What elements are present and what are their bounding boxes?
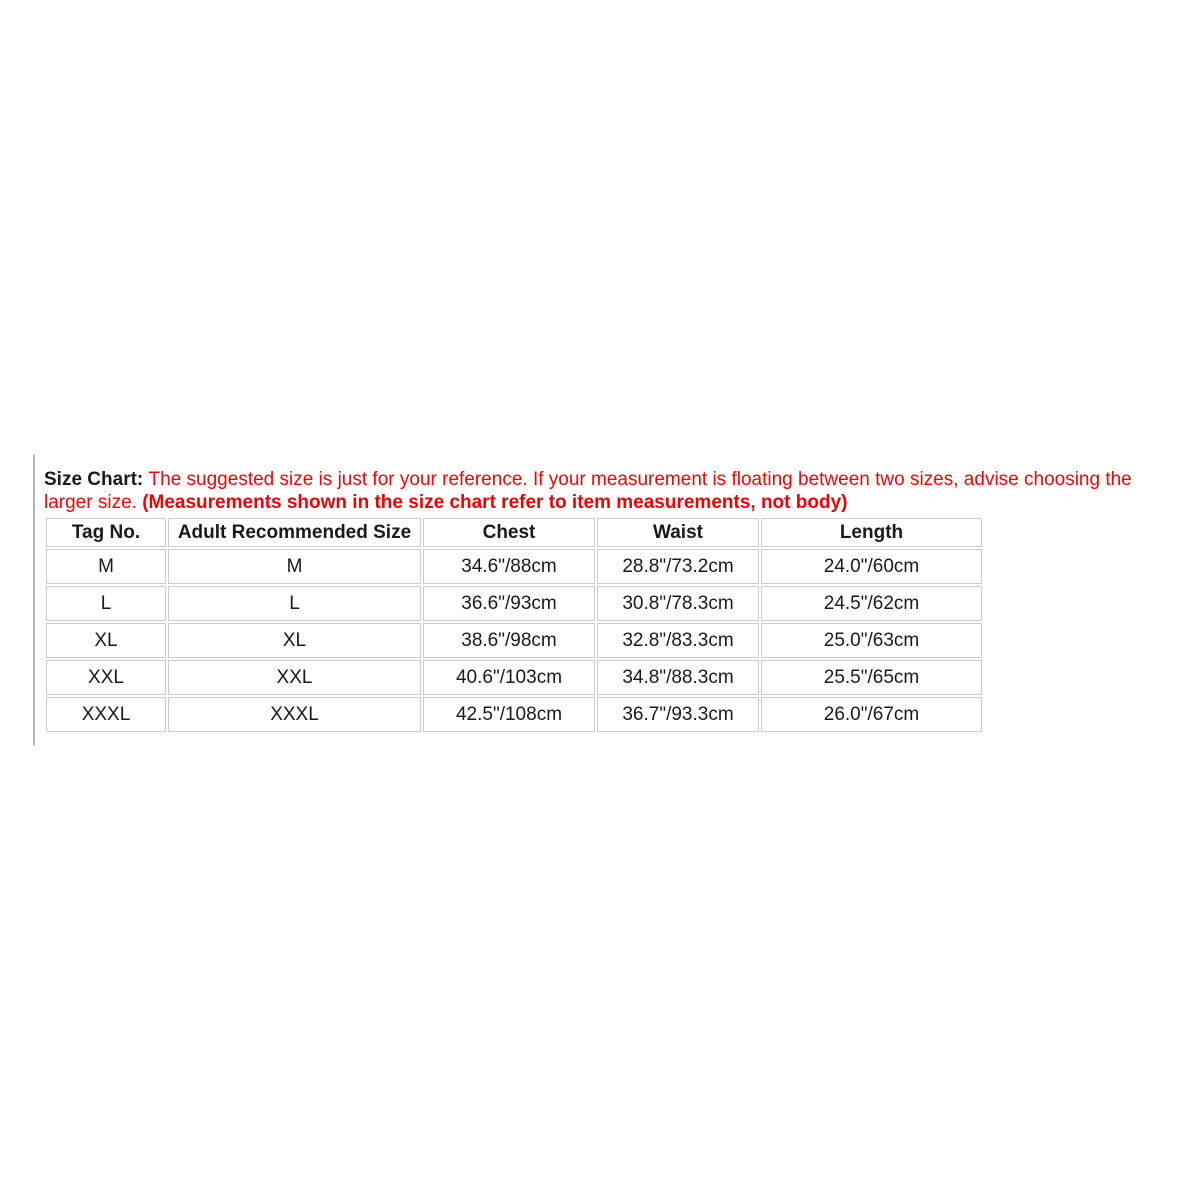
cell-tag-no: M <box>46 549 166 584</box>
cell-length: 24.0"/60cm <box>761 549 982 584</box>
cell-recommended-size: L <box>168 586 421 621</box>
cell-waist: 30.8"/78.3cm <box>597 586 759 621</box>
size-row-m <box>46 549 982 584</box>
size-row-l <box>46 586 982 621</box>
size-chart-table <box>44 516 984 734</box>
size-chart-header-row <box>46 518 982 547</box>
cell-length: 24.5"/62cm <box>761 586 982 621</box>
notice-title: Size Chart <box>44 469 137 490</box>
cell-chest: 34.6"/88cm <box>423 549 595 584</box>
cell-length: 25.5"/65cm <box>761 660 982 695</box>
column-header-length: Length <box>761 518 982 547</box>
cell-recommended-size: XL <box>168 623 421 658</box>
cell-chest: 36.6"/93cm <box>423 586 595 621</box>
cell-chest: 38.6"/98cm <box>423 623 595 658</box>
cell-recommended-size: XXL <box>168 660 421 695</box>
notice-body-text: The suggested size is just for your reference. If your measurement is floating between two sizes, advise choosing the larger size. <box>44 469 1132 513</box>
size-row-xxxl <box>46 697 982 732</box>
cell-waist: 28.8"/73.2cm <box>597 549 759 584</box>
column-header-waist: Waist <box>597 518 759 547</box>
cell-chest: 40.6"/103cm <box>423 660 595 695</box>
cell-tag-no: XXL <box>46 660 166 695</box>
column-header-tag-no: Tag No. <box>46 518 166 547</box>
column-header-chest: Chest <box>423 518 595 547</box>
cell-waist: 32.8"/83.3cm <box>597 623 759 658</box>
column-header-adult-recommended-size: Adult Recommended Size <box>168 518 421 547</box>
size-chart-notice <box>44 468 1170 514</box>
cell-recommended-size: M <box>168 549 421 584</box>
cell-length: 26.0"/67cm <box>761 697 982 732</box>
notice-emphasis-text: (Measurements shown in the size chart refer to item measurements, not body) <box>142 492 848 513</box>
cell-waist: 36.7"/93.3cm <box>597 697 759 732</box>
size-row-xl <box>46 623 982 658</box>
cell-tag-no: XXXL <box>46 697 166 732</box>
cell-chest: 42.5"/108cm <box>423 697 595 732</box>
cell-waist: 34.8"/88.3cm <box>597 660 759 695</box>
cell-tag-no: XL <box>46 623 166 658</box>
cell-recommended-size: XXXL <box>168 697 421 732</box>
cell-tag-no: L <box>46 586 166 621</box>
cell-length: 25.0"/63cm <box>761 623 982 658</box>
size-chart-block <box>33 455 1178 745</box>
size-row-xxl <box>46 660 982 695</box>
notice-colon: : <box>136 469 149 490</box>
